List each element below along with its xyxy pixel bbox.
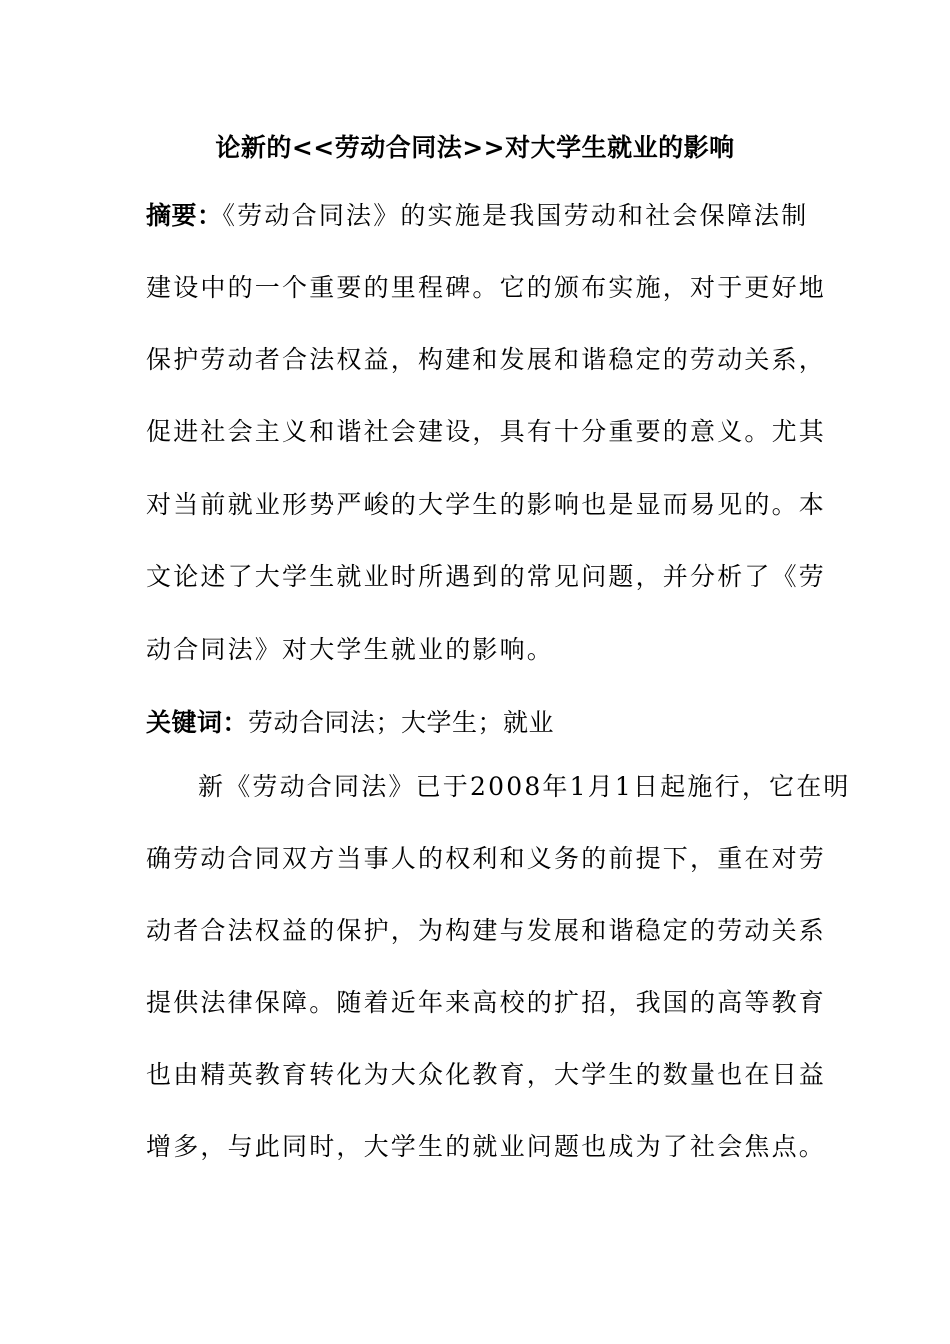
keywords-label: 关键词： [146, 708, 249, 737]
keywords-text: 劳动合同法；大学生；就业 [248, 708, 555, 737]
abstract-line-6: 文论述了大学生就业时所遇到的常见问题，并分析了《劳 [146, 562, 827, 591]
document-title: 论新的<<劳动合同法>>对大学生就业的影响 [215, 133, 735, 162]
body-line-1: 新《劳动合同法》已于2008年1月1日起施行，它在明 [198, 772, 851, 801]
body-line-2: 确劳动合同双方当事人的权利和义务的前提下，重在对劳 [146, 844, 827, 873]
abstract-line-3: 保护劳动者合法权益，构建和发展和谐稳定的劳动关系， [146, 345, 827, 374]
abstract-line-5: 对当前就业形势严峻的大学生的影响也是显而易见的。本 [146, 490, 827, 519]
abstract-line-7: 动合同法》对大学生就业的影响。 [146, 635, 555, 664]
abstract-text-line: 《劳动合同法》的实施是我国劳动和社会保障法制 [222, 201, 809, 230]
abstract-label: 摘要： [146, 201, 223, 230]
body-line-4: 提供法律保障。随着近年来高校的扩招，我国的高等教育 [146, 988, 827, 1017]
body-line-3: 动者合法权益的保护，为构建与发展和谐稳定的劳动关系 [146, 916, 827, 945]
abstract-line-4: 促进社会主义和谐社会建设，具有十分重要的意义。尤其 [146, 417, 827, 446]
body-line-6: 增多，与此同时，大学生的就业问题也成为了社会焦点。 [146, 1132, 827, 1161]
abstract-line-2: 建设中的一个重要的里程碑。它的颁布实施，对于更好地 [146, 273, 827, 302]
body-line-5: 也由精英教育转化为大众化教育，大学生的数量也在日益 [146, 1060, 827, 1089]
abstract-line-1 [146, 196, 826, 236]
keywords-line [146, 703, 826, 743]
